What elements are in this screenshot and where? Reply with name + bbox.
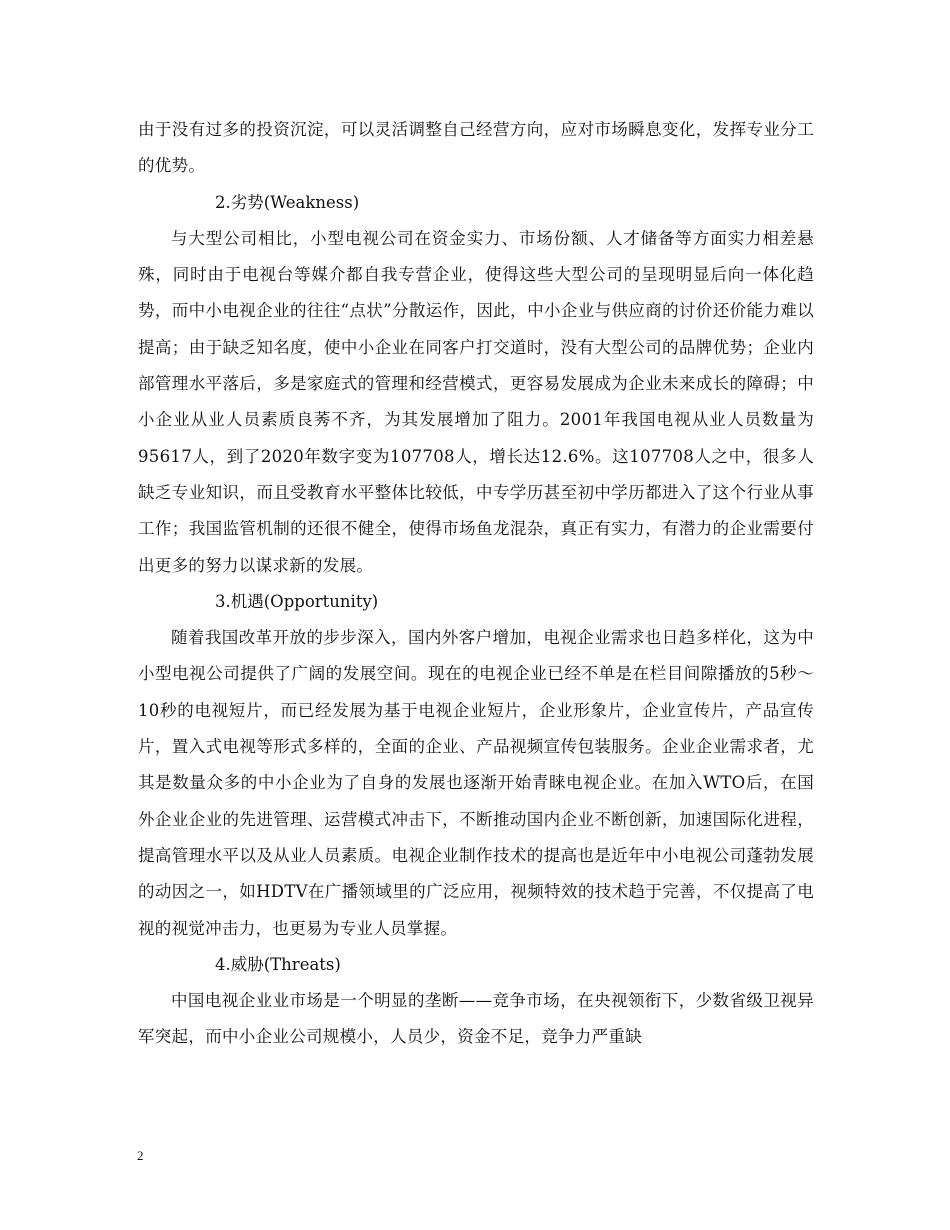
heading-weakness: 2.劣势(Weakness) <box>215 192 360 212</box>
page-number: 2 <box>137 1148 144 1163</box>
paragraph-weakness: 与大型公司相比，小型电视公司在资金实力、市场份额、人才储备等方面实力相差悬殊，同时由于电视台等媒介都自我专营企业，使得这些大型公司的呈现明显后向一体化趋势，而中小电视企业的往往“点状”分散运作，因此，中小企业与供应商的讨价还价能力难以提高；由于缺乏知名度，使中小企业在同客户打交道时，没有大型公司的品牌优势；企业内部管理水平落后，多是家庭式的管理和经营模式，更容易发展成为企业未来成长的障碍；中小企业从业人员素质良莠不齐，为其发展增加了阻力。2001年我国电视从业人员数量为95617人，到了2020年数字变为107708人，增长达12.6%。这107708人之中，很多人缺乏专业知识，而且受教育水平整体比较低，中专学历甚至初中学历都进入了这个行业从事工作；我国监管机制的还很不健全，使得市场鱼龙混杂，真正有实力，有潜力的企业需要付出更多的努力以谋求新的发展。 <box>138 228 814 575</box>
body-text <box>138 112 814 1056</box>
heading-threats: 4.威胁(Threats) <box>215 954 341 974</box>
paragraph-strengths-tail: 由于没有过多的投资沉淀，可以灵活调整自己经营方向，应对市场瞬息变化，发挥专业分工的优势。 <box>138 120 814 176</box>
heading-opportunity: 3.机遇(Opportunity) <box>215 591 379 611</box>
paragraph-opportunity: 随着我国改革开放的步步深入，国内外客户增加，电视企业需求也日趋多样化，这为中小型电视公司提供了广阔的发展空间。现在的电视企业已经不单是在栏目间隙播放的5秒～10秒的电视短片，而已经发展为基于电视企业短片，企业形象片，企业宣传片，产品宣传片，置入式电视等形式多样的，全面的企业、产品视频宣传包装服务。企业企业需求者，尤其是数量众多的中小企业为了自身的发展也逐渐开始青睐电视企业。在加入WTO后，在国外企业企业的先进管理、运营模式冲击下，不断推动国内企业不断创新，加速国际化进程，提高管理水平以及从业人员素质。电视企业制作技术的提高也是近年中小电视公司蓬勃发展的动因之一，如HDTV在广播领域里的广泛应用，视频特效的技术趋于完善，不仅提高了电视的视觉冲击力，也更易为专业人员掌握。 <box>138 628 814 938</box>
paragraph-threats: 中国电视企业业市场是一个明显的垄断——竞争市场，在央视领衔下，少数省级卫视异军突起，而中小企业公司规模小，人员少，资金不足，竞争力严重缺 <box>138 991 814 1047</box>
